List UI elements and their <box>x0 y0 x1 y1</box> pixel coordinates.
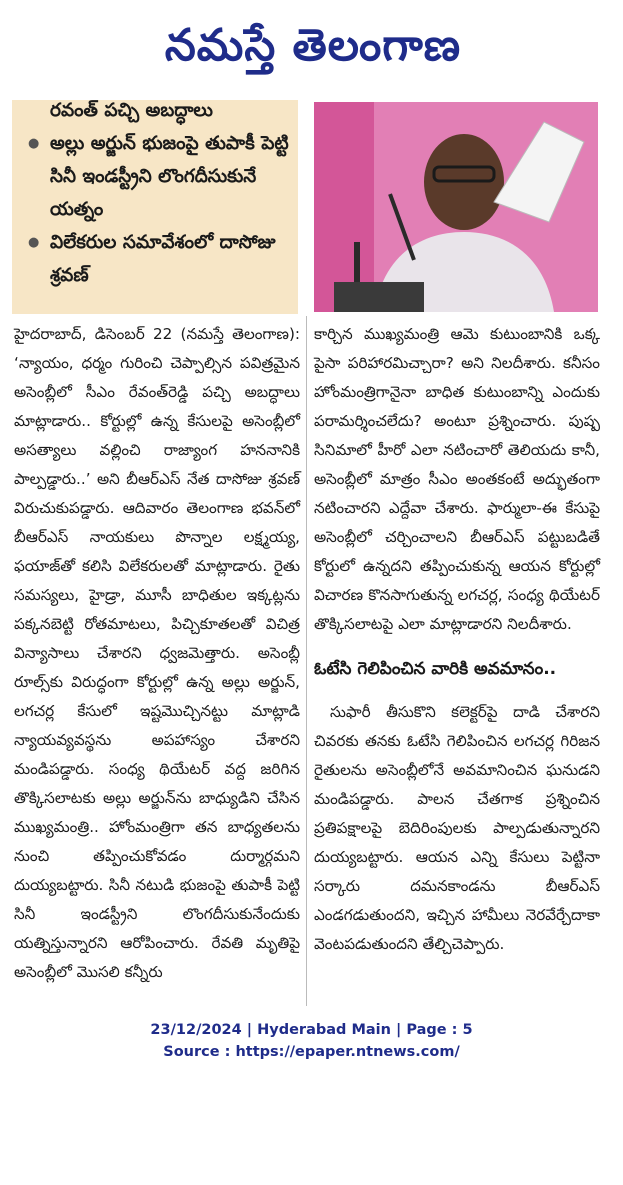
article-paragraph: సుఫారీ తీసుకొని కలెక్టర్‌పై దాడి చేశారని చివరకు తనకు ఓటేసి గెలిపించిన లగచర్ల గిరిజన రైతులను అసెంబ్లీలోనే అవమానించిన ఘనుడని మండిపడ్డారు. పాలన చేతగాక ప్రశ్నించిన ప్రతిపక్షాలపై బెదిరింపులకు పాల్పడుతున్నారని దుయ్యబట్టారు. ఆయన ఎన్ని కేసులు పెట్టినా సర్కారు దమనకాండను బీఆర్‌ఎస్ ఎండగడుతుందని, ఇచ్చిన హామీలు నెరవేర్చేదాకా వెంటపడుతుందని తేల్చిచెప్పారు. <box>314 703 600 953</box>
speaker-photo <box>314 102 598 312</box>
highlights-list <box>24 127 298 292</box>
footer-date-edition: 23/12/2024 | Hyderabad Main | Page : 5 <box>150 1022 473 1038</box>
article-paragraph: కార్చిన ముఖ్యమంత్రి ఆమె కుటుంబానికి ఒక్క పైసా పరిహారమిచ్చారా? అని నిలదీశారు. కనీసం హోంమంత్రిగానైనా బాధిత కుటుంబాన్ని ఎందుకు పరామర్శించలేదు? అంటూ ప్రశ్నించారు. పుష్ప సినిమాలో హీరో ఎలా నటించారో తెలియదు కానీ, అసెంబ్లీలో మాత్రం సీఎం అంతకంటే అద్భుతంగా నటించారని ఎద్దేవా చేశారు. ఫార్ములా-ఈ కేసుపై అసెంబ్లీలో చర్చించాలని బీఆర్‌ఎస్ పట్టుబడితే కోర్టులో ఉన్నదని తప్పించుకున్న ఆయన కోర్టుల్లో విచారణ కొనసాగుతున్న లగచర్ల, సంధ్య థియేటర్ తొక్కిసలాటపై ఎలా మాట్లాడారని నిలదీశారు. <box>314 325 600 633</box>
article-column-right <box>314 320 600 959</box>
article-paragraph: హైదరాబాద్, డిసెంబర్ 22 (నమస్తే తెలంగాణ): ‘న్యాయం, ధర్మం గురించి చెప్పాల్సిన పవిత్రమైన అసెంబ్లీలో సీఎం రేవంత్‌రెడ్డి పచ్చి అబద్ధాలు మాట్లాడారు.. కోర్టుల్లో ఉన్న కేసులపై అసెంబ్లీలో అసత్యాలు వల్లించి రాజ్యాంగ హననానికి పాల్పడ్డారు..’ అని బీఆర్‌ఎస్ నేత దాసోజు శ్రవణ్ విరుచుకుపడ్డారు. ఆదివారం తెలంగాణ భవన్‌లో బీఆర్‌ఎస్ నాయకులు పొన్నాల లక్ష్మయ్య, ఫయాజ్‌తో కలిసి విలేకరులతో మాట్లాడారు. రైతు సమస్యలు, హైడ్రా, మూసీ బాధితుల ఇక్కట్లను పక్కనబెట్టి రోతమాటలు, పిచ్చికూతలతో విచిత్ర విన్యాసాలు చేశారని ధ్వజమెత్తారు. అసెంబ్లీ రూల్స్‌కు విరుద్ధంగా కోర్టుల్లో ఉన్న అల్లు అర్జున్, లగచర్ల కేసులో ఇష్టమొచ్చినట్టు మాట్లాడి న్యాయవ్యవస్థను అపహాస్యం చేశారని మండిపడ్డారు. సంధ్య థియేటర్ వద్ద జరిగిన తొక్కిసలాటకు అల్లు అర్జున్‌ను బాధ్యుడిని చేసిన ముఖ్యమంత్రి.. హోంమంత్రిగా తన బాధ్యతలను నుంచి తప్పించుకోవడం దుర్మార్గమని దుయ్యబట్టారు. సినీ నటుడి భుజంపై తుపాకీ పెట్టి సినీ ఇండస్ట్రీని లొంగదీసుకునేందుకు యత్నిస్తున్నారని ఆరోపించారు. రేవతి మృతిపై అసెంబ్లీలో మొసలి కన్నీరు <box>14 325 300 981</box>
article-column-left <box>14 320 300 987</box>
footer-source: Source : https://epaper.ntnews.com/ <box>163 1044 460 1060</box>
highlight-item: ● అల్లు అర్జున్ భుజంపై తుపాకీ పెట్టి సినీ ఇండస్ట్రీని లొంగదీసుకునే యత్నం <box>50 127 298 226</box>
highlight-fragment: రవంత్ పచ్చి అబద్ధాలు <box>50 100 213 121</box>
highlights-box <box>12 100 298 314</box>
masthead-logo: నమస్తే తెలంగాణ <box>164 20 462 71</box>
newspaper-clipping <box>8 0 618 1010</box>
highlight-item: ● విలేకరుల సమావేశంలో దాసోజు శ్రవణ్ <box>50 226 298 292</box>
column-divider <box>306 316 307 1006</box>
article-subheading: ఓటేసి గెలిపించిన వారికి అవమానం.. <box>314 659 557 679</box>
speaker-photo-illustration <box>314 102 598 312</box>
